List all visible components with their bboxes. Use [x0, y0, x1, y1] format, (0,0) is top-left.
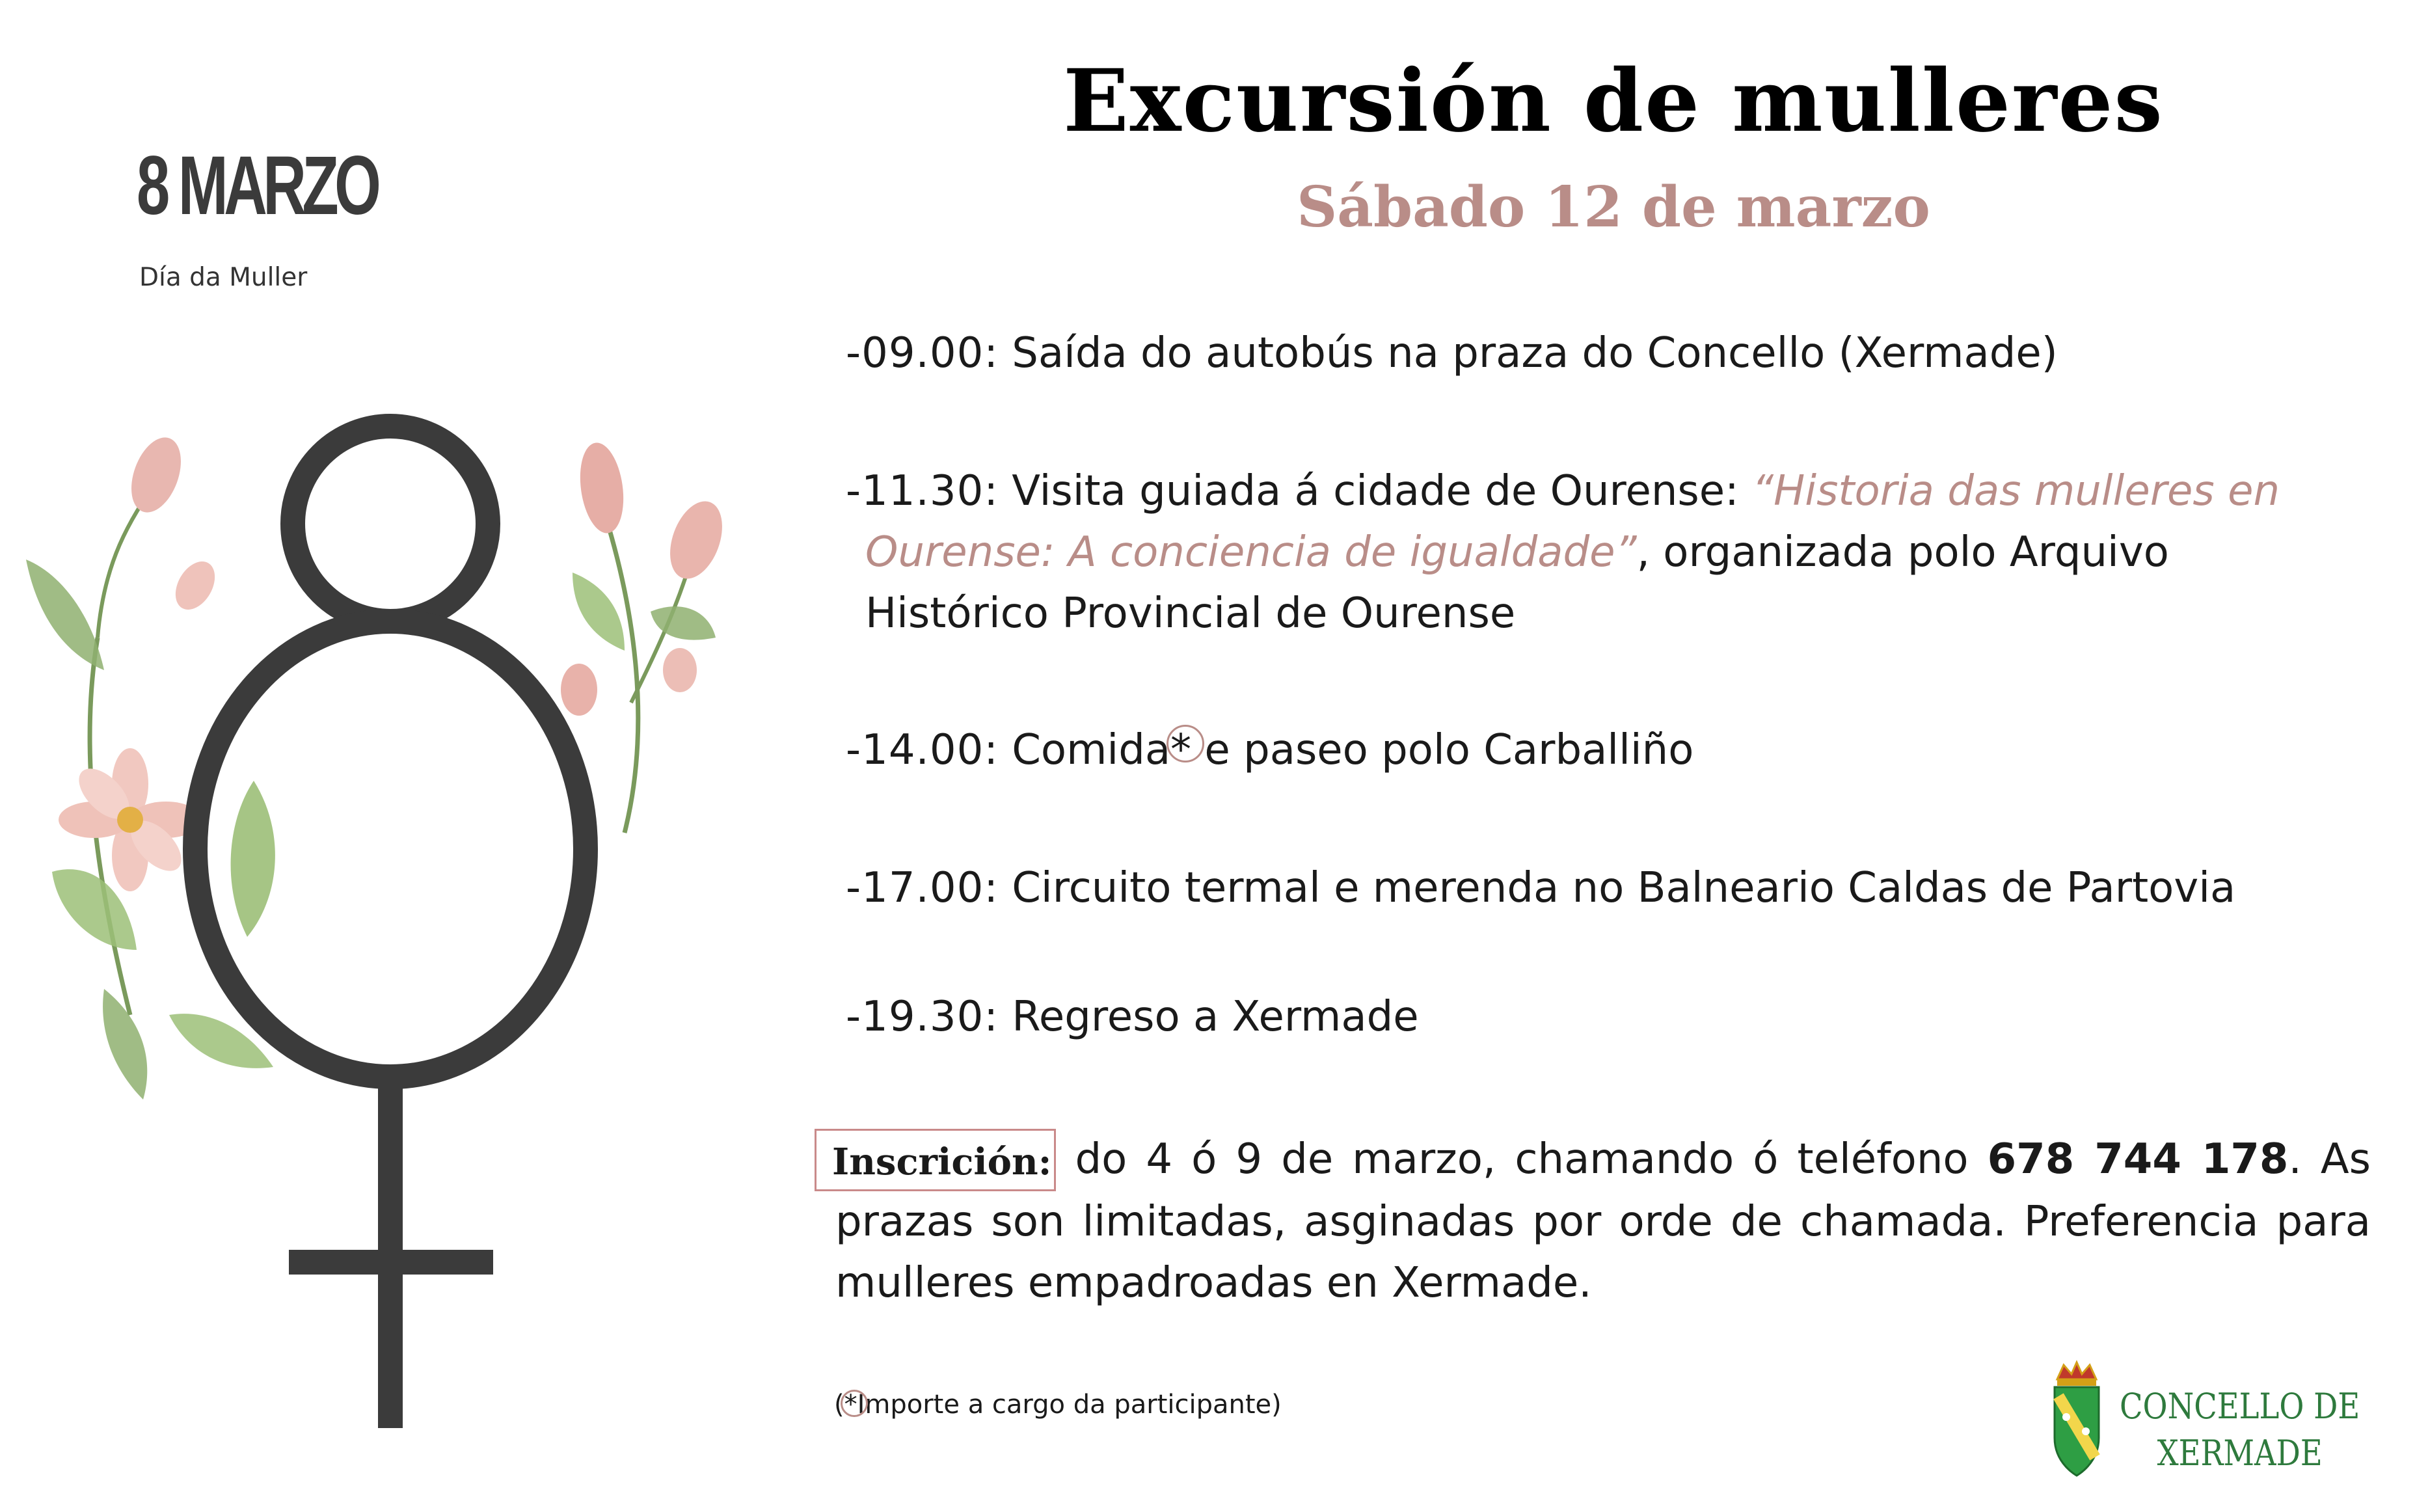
- schedule-highlight: “Historia das mulleres en: [1752, 467, 2280, 515]
- schedule-highlight: Ourense: A conciencia de igualdade”: [865, 528, 1637, 576]
- footnote-open: (: [834, 1390, 844, 1420]
- inscription-phone: 678 744 178: [1987, 1135, 2289, 1183]
- event-date: Sábado 12 de marzo: [1297, 174, 1930, 240]
- footnote-mark: *: [1170, 720, 1191, 781]
- logo-line1: CONCELLO DE: [2120, 1386, 2360, 1427]
- schedule-time: -11.30:: [846, 467, 999, 515]
- schedule-text: Regreso a Xermade: [998, 993, 1419, 1041]
- footnote-text: Importe a cargo da participante): [857, 1390, 1282, 1420]
- footnote-mark: *: [844, 1390, 857, 1420]
- schedule-item: [846, 461, 2280, 644]
- event-day-title: 8 MARZO: [137, 139, 377, 232]
- schedule-time: -14.00:: [846, 726, 999, 774]
- schedule-item: [846, 720, 1693, 781]
- footnote: [834, 1390, 1282, 1420]
- schedule-item: [846, 986, 1419, 1047]
- municipality-logo-text: [2120, 1383, 2360, 1477]
- schedule-time: -19.30:: [846, 993, 999, 1041]
- inscription-text: do 4 ó 9 de marzo, chamando ó teléfono: [1056, 1135, 1988, 1183]
- schedule-text: e paseo polo Carballiño: [1191, 726, 1694, 774]
- schedule-time: -09.00:: [846, 329, 999, 377]
- event-day-subtitle: Día da Muller: [139, 263, 308, 292]
- schedule-item: [846, 857, 2235, 919]
- logo-line2: XERMADE: [2157, 1433, 2323, 1474]
- schedule-text: Saída do autobús na praza do Concello (Xermade): [998, 329, 2058, 377]
- schedule-text: Visita guiada á cidade de Ourense:: [998, 467, 1752, 515]
- page-title: Excursión de mulleres: [1063, 51, 2164, 152]
- schedule-text: Comida: [998, 726, 1171, 774]
- inscription-label: Inscrición:: [815, 1129, 1056, 1191]
- schedule-text: Histórico Provincial de Ourense: [865, 589, 1516, 638]
- inscription-text: . As prazas son limitadas, asginadas por orde de chamada. Preferencia para mulleres empadroadas en Xermade.: [835, 1135, 2371, 1307]
- venus-symbol-with-flowers-icon: [0, 364, 781, 1457]
- schedule-item: [846, 323, 2058, 384]
- schedule-text: , organizada polo Arquivo: [1636, 528, 2169, 576]
- inscription-paragraph: [832, 1129, 2371, 1314]
- schedule-time: -17.00:: [846, 864, 999, 912]
- schedule-text: Circuito termal e merenda no Balneario Caldas de Partovia: [998, 864, 2236, 912]
